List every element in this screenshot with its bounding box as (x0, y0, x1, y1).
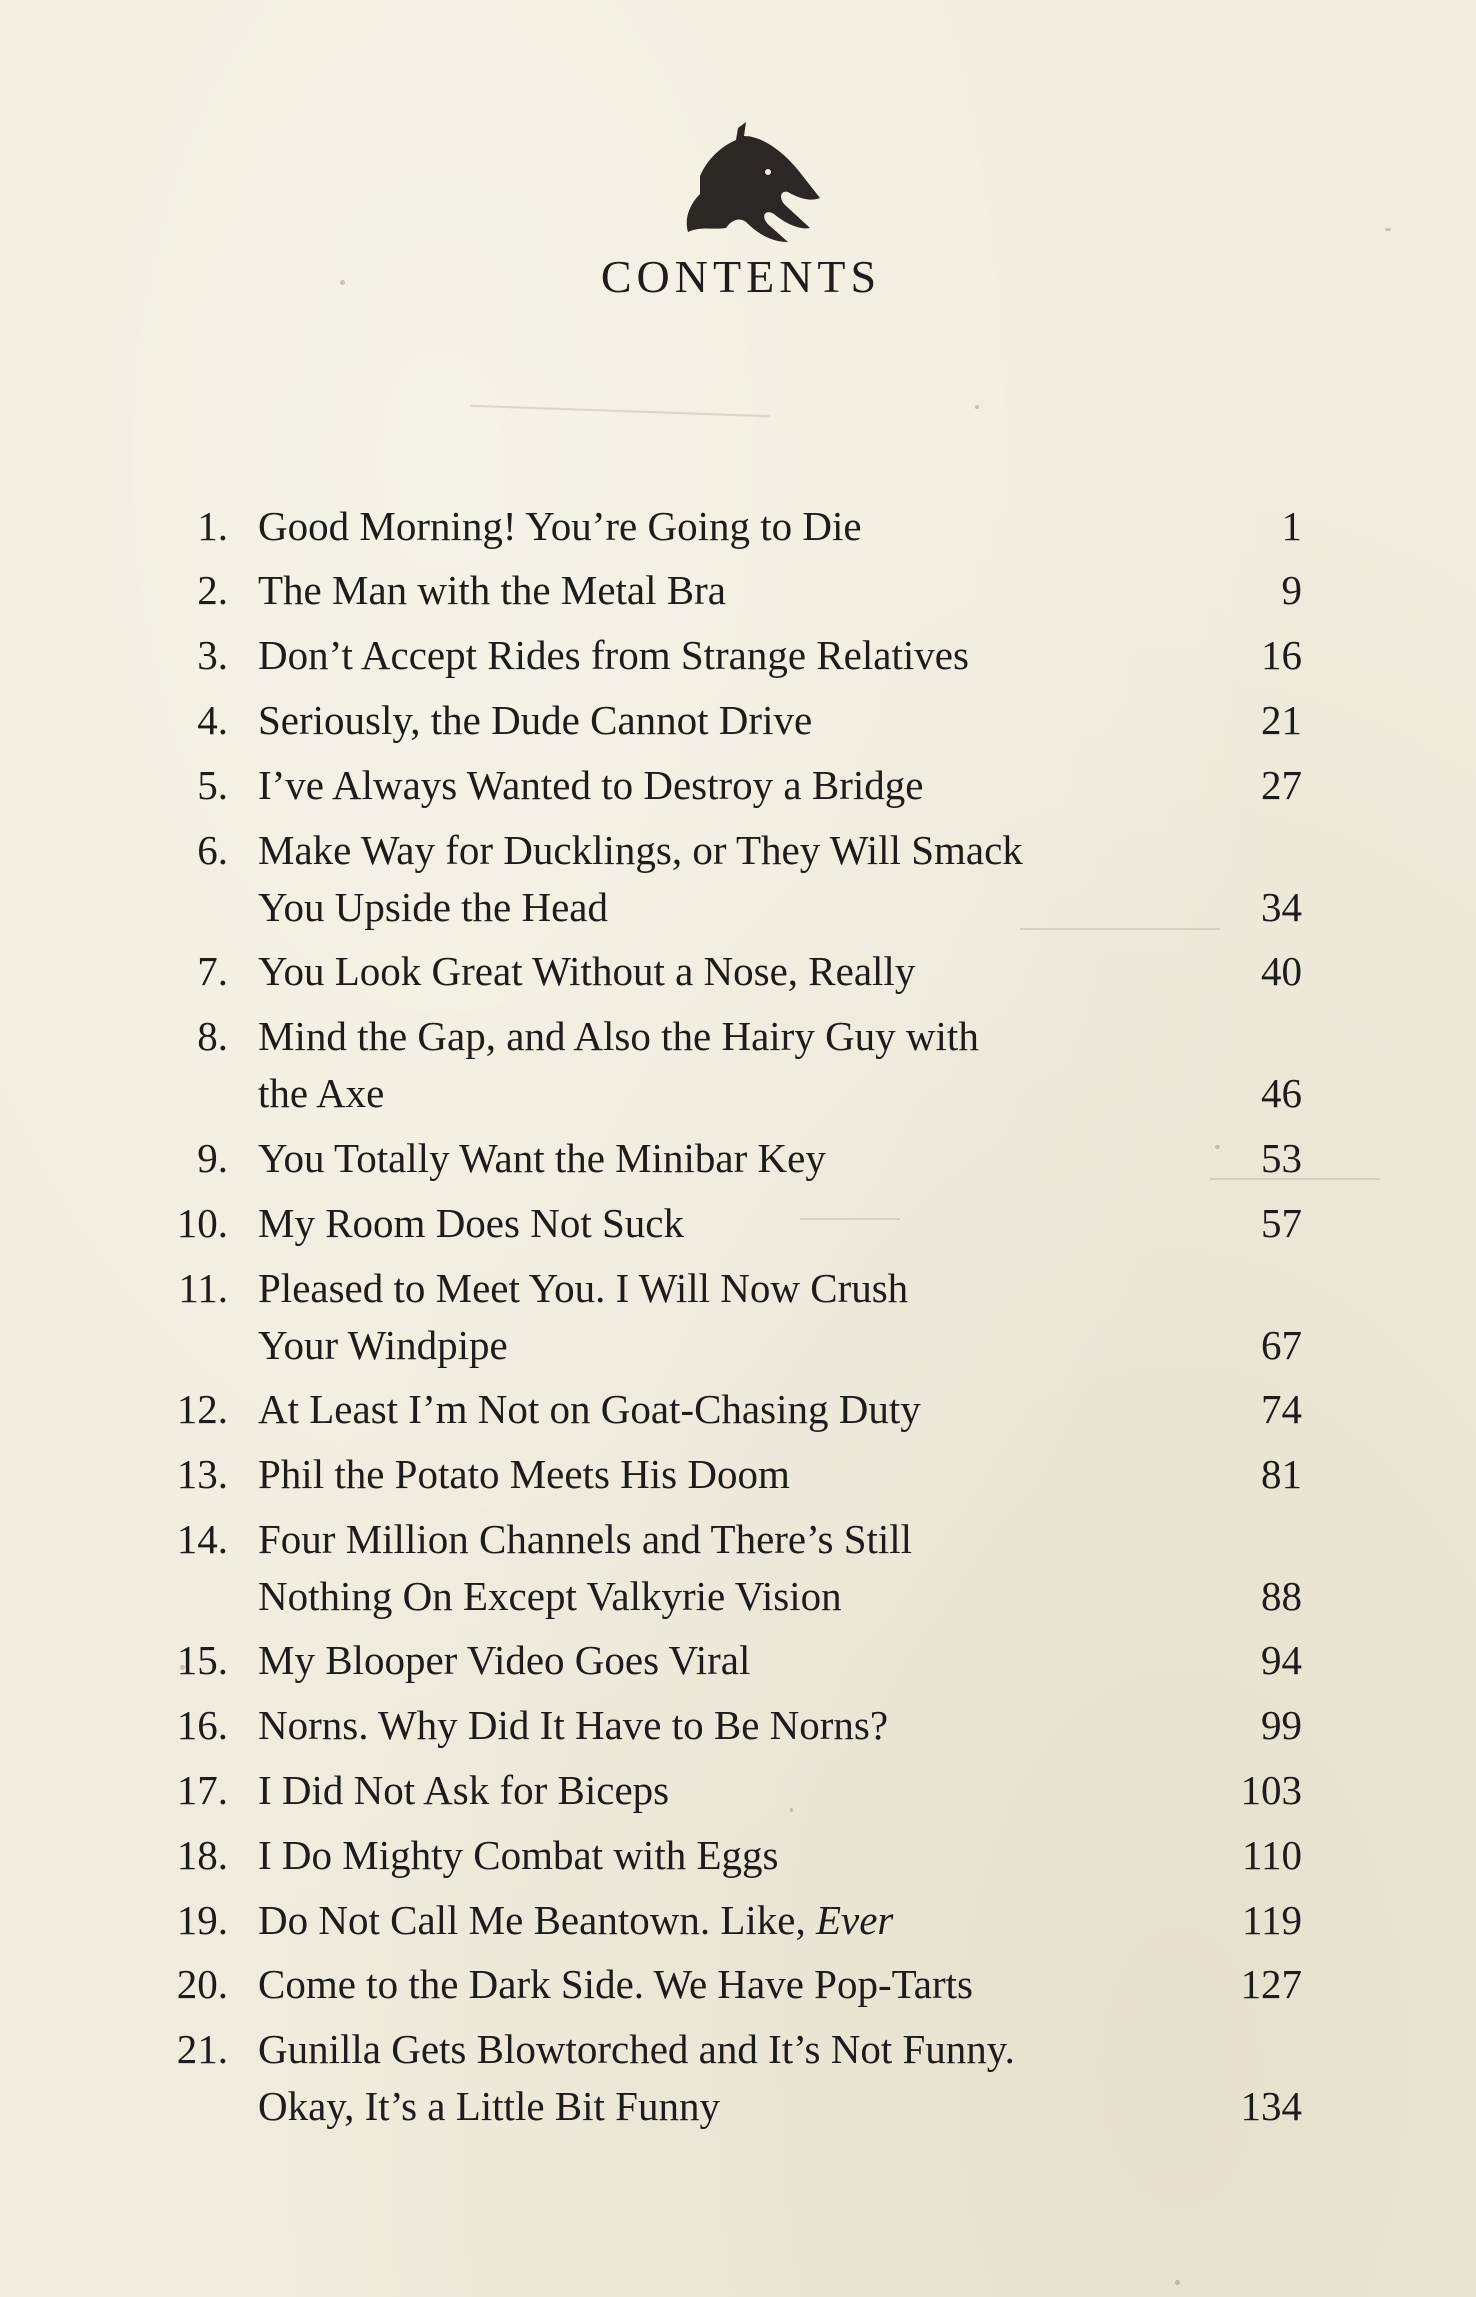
chapter-number: 13. (176, 1451, 228, 1497)
page-number: 57 (1261, 1200, 1302, 1246)
chapter-number: 16. (176, 1702, 228, 1748)
page-number: 27 (1261, 762, 1302, 808)
page-number: 21 (1261, 697, 1302, 743)
chapter-number: 17. (176, 1767, 228, 1813)
chapter-title: You Totally Want the Minibar Key (258, 1135, 826, 1181)
chapter-title: The Man with the Metal Bra (258, 567, 726, 613)
chapter-number: 15. (176, 1637, 228, 1683)
chapter-number: 8. (197, 1013, 228, 1059)
chapter-number: 9. (197, 1135, 228, 1181)
chapter-title: Phil the Potato Meets His Doom (258, 1451, 790, 1497)
chapter-title: Make Way for Ducklings, or They Will Smack You Upside the Head (258, 827, 1023, 930)
chapter-number: 1. (197, 503, 228, 549)
paper-speck (790, 1808, 793, 1812)
page-number: 81 (1261, 1451, 1302, 1497)
page-number: 40 (1261, 948, 1302, 994)
chapter-number: 10. (176, 1200, 228, 1246)
chapter-number: 18. (176, 1832, 228, 1878)
paper-speck (1215, 1145, 1220, 1149)
chapter-number: 14. (176, 1516, 228, 1562)
chapter-title-emphasis: Ever (815, 1897, 894, 1943)
page-number: 88 (1261, 1573, 1302, 1619)
chapter-title: You Look Great Without a Nose, Really (258, 948, 916, 994)
page-number: 16 (1261, 632, 1302, 678)
chapter-number: 7. (197, 948, 228, 994)
page-number: 134 (1240, 2083, 1302, 2129)
page-number: 46 (1261, 1070, 1302, 1116)
chapter-number: 11. (178, 1265, 228, 1311)
paper-speck (975, 405, 979, 409)
paper-smudge (1020, 928, 1220, 930)
chapter-number: 12. (176, 1386, 228, 1432)
chapter-title-main: Do Not Call Me Beantown. Like, (258, 1897, 816, 1943)
chapter-title (258, 1892, 1138, 1949)
page-number: 9 (1281, 567, 1302, 613)
chapter-number: 6. (197, 827, 228, 873)
chapter-number: 5. (197, 762, 228, 808)
paper-smudge (800, 1218, 900, 1220)
chapter-title: I’ve Always Wanted to Destroy a Bridge (258, 762, 924, 808)
chapter-title: Gunilla Gets Blowtorched and It’s Not Funny. Okay, It’s a Little Bit Funny (258, 2026, 1015, 2129)
paper-speck (340, 280, 345, 285)
chapter-title: I Do Mighty Combat with Eggs (258, 1832, 779, 1878)
chapter-title: My Room Does Not Suck (258, 1200, 684, 1246)
page-number: 110 (1242, 1832, 1302, 1878)
chapter-title: Norns. Why Did It Have to Be Norns? (258, 1702, 889, 1748)
chapter-title: Pleased to Meet You. I Will Now Crush Your Windpipe (258, 1265, 909, 1368)
chapter-title: Mind the Gap, and Also the Hairy Guy with the Axe (258, 1013, 979, 1116)
page-number: 74 (1261, 1386, 1302, 1432)
chapter-number: 4. (197, 697, 228, 743)
page-title: CONTENTS (600, 251, 882, 302)
paper-speck (180, 1665, 185, 1670)
chapter-title: I Did Not Ask for Biceps (258, 1767, 670, 1813)
page-number: 94 (1261, 1637, 1302, 1683)
page-number: 103 (1240, 1767, 1302, 1813)
page-number: 34 (1261, 884, 1302, 930)
chapter-number: 21. (176, 2026, 228, 2072)
page-number: 1 (1281, 503, 1302, 549)
chapter-title: Good Morning! You’re Going to Die (258, 503, 862, 549)
chapter-title: My Blooper Video Goes Viral (258, 1637, 751, 1683)
page-number: 67 (1261, 1322, 1302, 1368)
chapter-number: 20. (176, 1961, 228, 2007)
chapter-title: Don’t Accept Rides from Strange Relatives (258, 632, 969, 678)
page-number: 127 (1240, 1961, 1302, 2007)
paper-smudge (1210, 1178, 1380, 1180)
chapter-number: 3. (197, 632, 228, 678)
chapter-number: 2. (197, 567, 228, 613)
chapter-title: Seriously, the Dude Cannot Drive (258, 697, 813, 743)
page-number: 119 (1242, 1897, 1302, 1943)
page-number: 53 (1261, 1135, 1302, 1181)
chapter-title: At Least I’m Not on Goat-Chasing Duty (258, 1386, 921, 1432)
page-number: 99 (1261, 1702, 1302, 1748)
paper-speck (1385, 228, 1391, 231)
chapter-number: 19. (176, 1897, 228, 1943)
chapter-title: Four Million Channels and There’s Still Nothing On Except Valkyrie Vision (258, 1516, 913, 1619)
paper-speck (1175, 2280, 1180, 2285)
chapter-title: Come to the Dark Side. We Have Pop-Tarts (258, 1961, 973, 2007)
